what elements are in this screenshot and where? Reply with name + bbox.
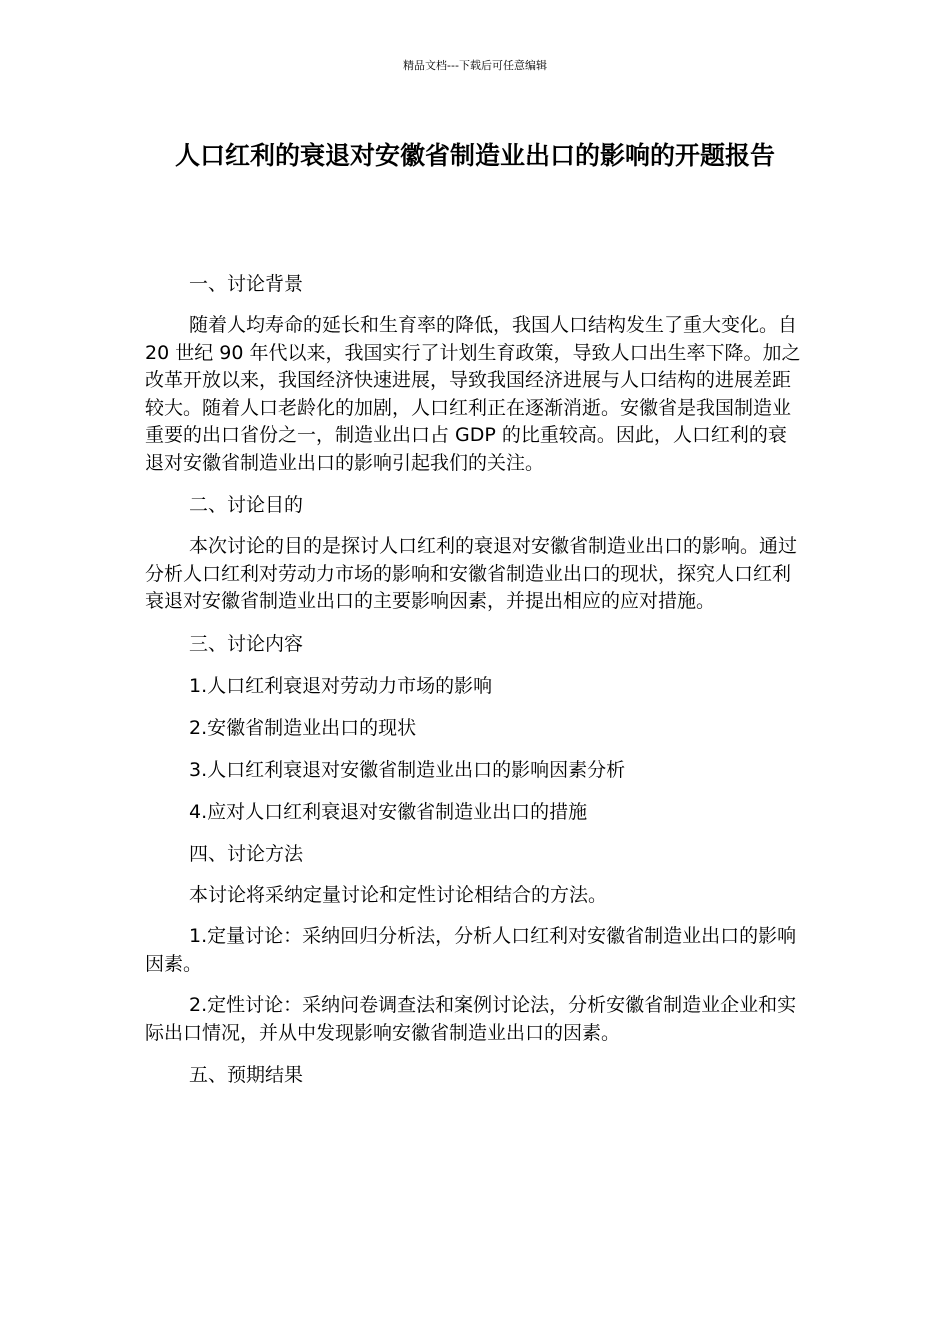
background-paragraph: 随着人均寿命的延长和生育率的降低，我国人口结构发生了重大变化。自 20 世纪 90 年代以来，我国实行了计划生育政策，导致人口出生率下降。加之改革开放以来，我国经济快速进展，导致我国经济进展与人口结构的进展差距较大。随着人口老龄化的加剧，人口红利正在逐渐消逝。安徽省是我国制造业重要的出口省份之一，制造业出口占 GDP 的比重较高。因此，人口红利的衰退对安徽省制造业出口的影响引起我们的关注。 bbox=[145, 314, 801, 474]
section-heading-content: 三、讨论内容 bbox=[189, 632, 304, 655]
method-list-item: 1.定量讨论：采纳回归分析法，分析人口红利对安徽省制造业出口的影响因素。 bbox=[145, 925, 797, 975]
content-list-item: 4.应对人口红利衰退对安徽省制造业出口的措施 bbox=[189, 800, 588, 823]
section-heading-expected: 五、预期结果 bbox=[189, 1064, 304, 1086]
content-list-item: 1.人口红利衰退对劳动力市场的影响 bbox=[189, 674, 493, 697]
content-list-item: 3.人口红利衰退对安徽省制造业出口的影响因素分析 bbox=[189, 758, 626, 781]
section-heading-method: 四、讨论方法 bbox=[189, 842, 304, 865]
section-heading-purpose: 二、讨论目的 bbox=[189, 494, 304, 516]
document-title: 人口红利的衰退对安徽省制造业出口的影响的开题报告 bbox=[174, 141, 775, 170]
document-body bbox=[145, 270, 805, 1103]
content-list-item: 2.安徽省制造业出口的现状 bbox=[189, 716, 417, 739]
method-list-item: 2.定性讨论：采纳问卷调查法和案例讨论法，分析安徽省制造业企业和实际出口情况，并从中发现影响安徽省制造业出口的因素。 bbox=[145, 994, 797, 1044]
section-heading-background: 一、讨论背景 bbox=[189, 273, 304, 295]
purpose-paragraph: 本次讨论的目的是探讨人口红利的衰退对安徽省制造业出口的影响。通过分析人口红利对劳动力市场的影响和安徽省制造业出口的现状，探究人口红利衰退对安徽省制造业出口的主要影响因素，并提出相应的应对措施。 bbox=[145, 535, 798, 612]
header-note: 精品文档---下载后可任意编辑 bbox=[403, 59, 547, 72]
method-intro-paragraph: 本讨论将采纳定量讨论和定性讨论相结合的方法。 bbox=[189, 883, 608, 906]
